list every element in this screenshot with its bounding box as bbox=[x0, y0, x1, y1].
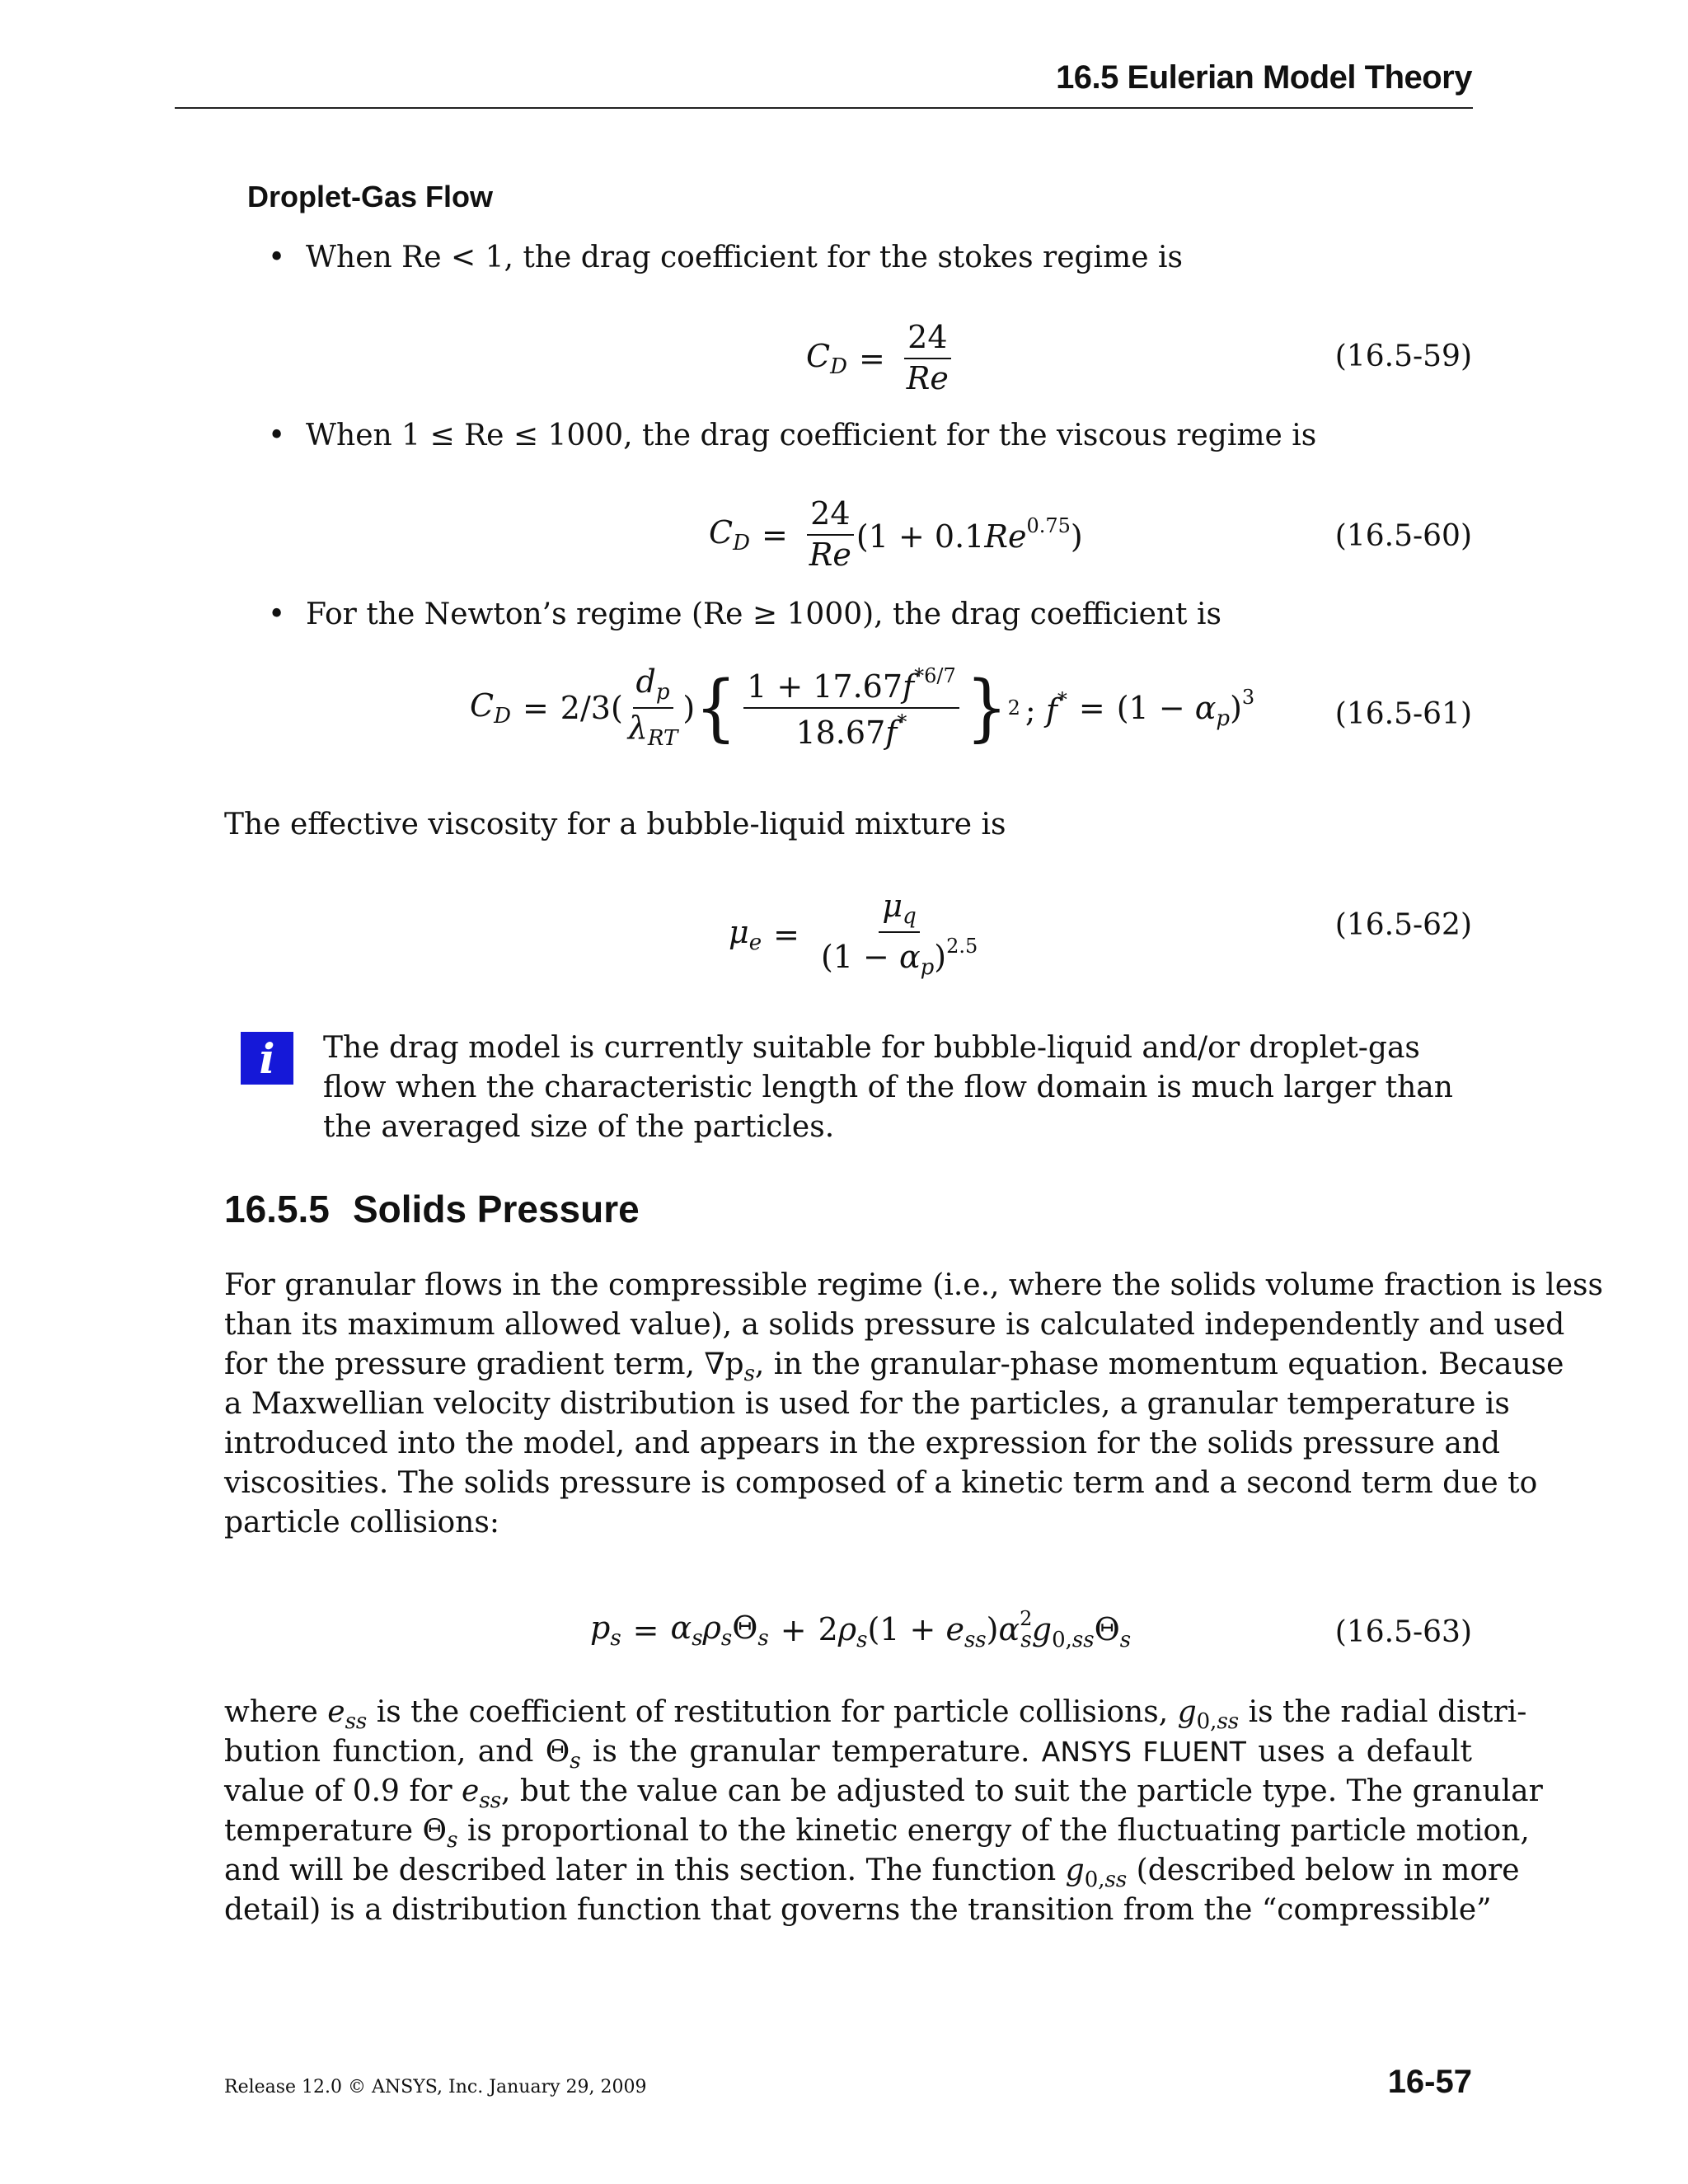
note-line: the averaged size of the particles. bbox=[323, 1110, 835, 1144]
paragraph-line: for the pressure gradient term, $\nabla p_s$, in the granular-phase momentum equation. Because bbox=[224, 1347, 1564, 1386]
paragraph-line: introduced into the model, and appears in the expression for the solids pressure and bbox=[224, 1427, 1501, 1460]
bullet-item-newton bbox=[268, 598, 1221, 631]
subsection-heading: Droplet-Gas Flow bbox=[247, 180, 494, 213]
product-name: ANSYS FLUENT bbox=[1041, 1736, 1246, 1768]
header-rule bbox=[175, 107, 1473, 109]
bullet-dot: • bbox=[268, 598, 286, 631]
paragraph-line: temperature $\Theta_s$ is proportional to the kinetic energy of the fluctuating particle motion, bbox=[224, 1814, 1530, 1853]
bullet-text: When 1 ≤ Re ≤ 1000, the drag coefficient for the viscous regime is bbox=[306, 419, 1317, 452]
bullet-dot: • bbox=[268, 419, 286, 452]
bullet-text: When Re < 1, the drag coefficient for the stokes regime is bbox=[306, 241, 1183, 274]
equation-16-5-63: $p_s$ = $\alpha_s\rho_s\Theta_s$ + $2\rho_s(1 + e_{ss})\alpha^2_sg_{0,ss}\Theta_s$ bbox=[590, 1607, 1132, 1652]
paragraph-line: value of 0.9 for $e_{ss}$, but the value can be adjusted to suit the particle type. The granular bbox=[224, 1774, 1543, 1813]
equation-number: (16.5-60) bbox=[1334, 519, 1472, 553]
restitution-paragraph bbox=[224, 1693, 1543, 1930]
section-heading bbox=[224, 1187, 640, 1231]
note-line: The drag model is currently suitable for bubble-liquid and/or droplet-gas bbox=[323, 1031, 1420, 1065]
equation-number: (16.5-63) bbox=[1334, 1615, 1472, 1649]
equation-16-5-62: $\mu_e$ = $\frac{\mu_q}{(1 - \alpha_p)^{2.5}}$ bbox=[729, 888, 978, 981]
paragraph-line: a Maxwellian velocity distribution is used for the particles, a granular temperature is bbox=[224, 1387, 1510, 1421]
paragraph-line: viscosities. The solids pressure is composed of a kinetic term and a second term due to bbox=[224, 1466, 1538, 1500]
equation-16-5-60: $C_D$ = $\frac{24}{Re}$ $(1 + 0.1Re^{0.75})$ bbox=[709, 495, 1083, 573]
equation-16-5-61: $C_D$ = 2/3( $\frac{d_p}{\lambda_{RT}}$ ) { $\frac{1 + 17.67f^{*6/7}}{18.67f^*}$ } 2 ; f* = $(1 - \alpha_p)^3$ bbox=[470, 663, 1255, 752]
paragraph-line: detail) is a distribution function that governs the transition from the “compressible” bbox=[224, 1893, 1492, 1927]
running-header-title: 16.5 Eulerian Model Theory bbox=[1056, 59, 1472, 96]
paragraph-line: where $e_{ss}$ is the coefficient of restitution for particle collisions, $g_{0,ss}$ is the radial distri- bbox=[224, 1695, 1527, 1734]
note-line: flow when the characteristic length of the flow domain is much larger than bbox=[323, 1071, 1453, 1104]
paragraph-line: For granular flows in the compressible regime (i.e., where the solids volume fraction is less bbox=[224, 1268, 1603, 1302]
equation-number: (16.5-59) bbox=[1334, 340, 1472, 373]
section-number: 16.5.5 bbox=[224, 1188, 330, 1230]
footer-release: Release 12.0 © ANSYS, Inc. January 29, 2009 bbox=[224, 2077, 647, 2097]
paragraph-line: than its maximum allowed value), a solids pressure is calculated independently and used bbox=[224, 1308, 1565, 1342]
info-icon: i bbox=[241, 1032, 293, 1085]
equation-16-5-59: $C_D$ = $\frac{24}{Re}$ bbox=[806, 321, 959, 396]
bullet-item-viscous bbox=[268, 419, 1316, 452]
bullet-text: For the Newton’s regime (Re ≥ 1000), the drag coefficient is bbox=[306, 598, 1221, 631]
paragraph-line: and will be described later in this section. The function $g_{0,ss}$ (described below in more bbox=[224, 1854, 1520, 1892]
section-title: Solids Pressure bbox=[353, 1188, 640, 1230]
paragraph-line: bution function, and $\Theta_s$ is the granular temperature. ANSYS FLUENT uses a default bbox=[224, 1735, 1473, 1774]
equation-number: (16.5-62) bbox=[1334, 908, 1472, 942]
bullet-item-stokes bbox=[268, 241, 1183, 274]
equation-number: (16.5-61) bbox=[1334, 697, 1472, 731]
bullet-dot: • bbox=[268, 241, 286, 274]
paragraph-line: particle collisions: bbox=[224, 1506, 499, 1540]
info-note bbox=[323, 1029, 1477, 1147]
solids-pressure-paragraph bbox=[224, 1266, 1603, 1543]
page-number: 16-57 bbox=[1387, 2064, 1472, 2100]
viscosity-intro: The effective viscosity for a bubble-liquid mixture is bbox=[224, 808, 1006, 841]
